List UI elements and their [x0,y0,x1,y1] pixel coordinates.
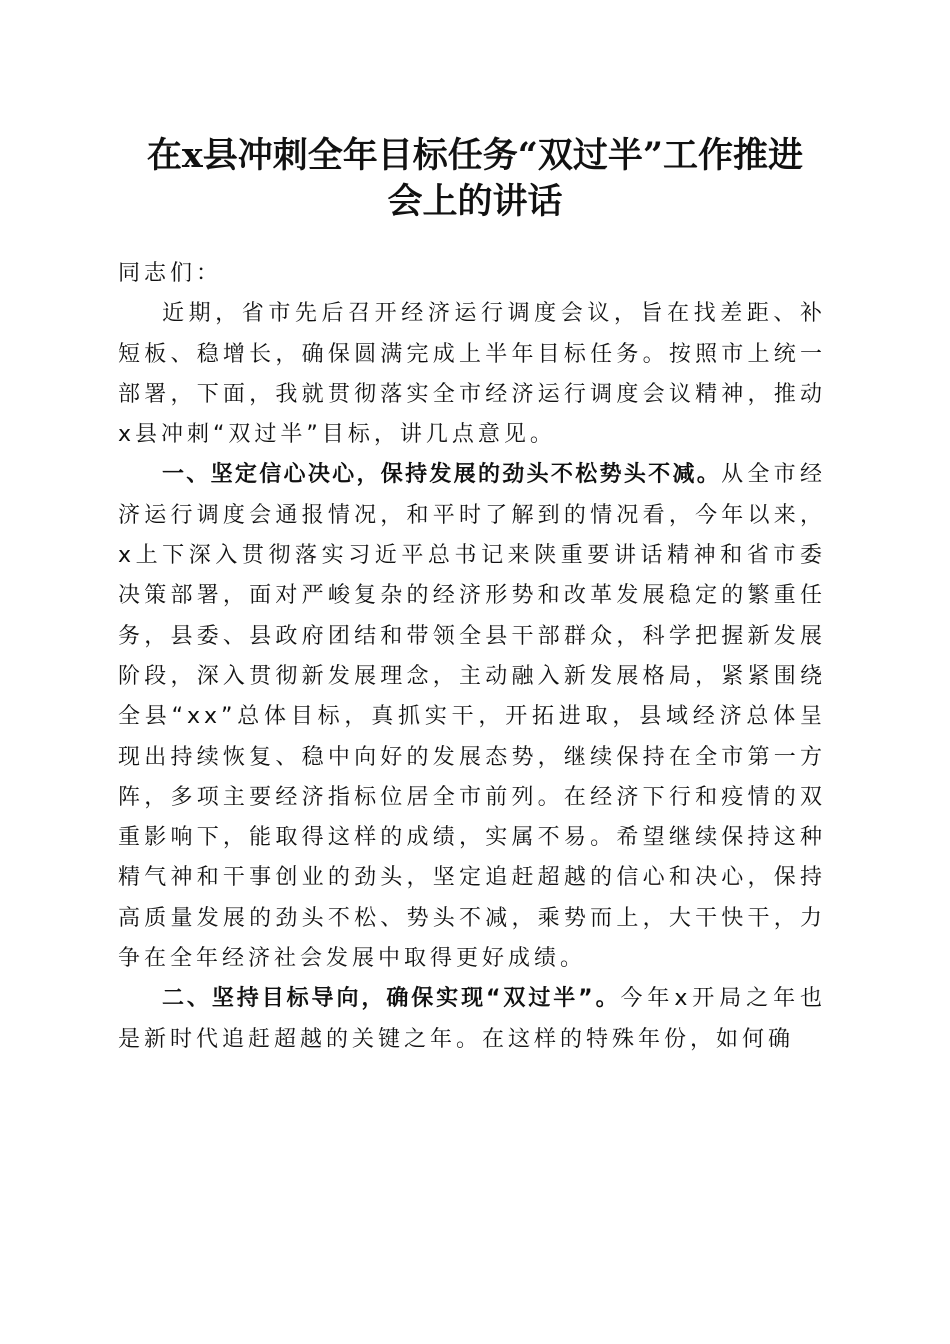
paragraph-text: 近期，省市先后召开经济运行调度会议，旨在找差距、补短板、稳增长，确保圆满完成上半年目标任务。按照市上统一部署，下面，我就贯彻落实全市经济运行调度会议精神，推动x县冲刺“双过半”目标，讲几点意见。 [118,301,826,448]
section-heading: 二、坚持目标导向，确保实现“双过半”。 [162,986,621,1012]
paragraph-intro [118,294,826,455]
paragraph-text: 从全市经济运行调度会通报情况，和平时了解到的情况看，今年以来，x上下深入贯彻落实习近平总书记来陕重要讲话精神和省市委决策部署，面对严峻复杂的经济形势和改革发展稳定的繁重任务，县委、县政府团结和带领全县干部群众，科学把握新发展阶段，深入贯彻新发展理念，主动融入新发展格局，紧紧围绕全县“xx”总体目标，真抓实干，开拓进取，县域经济总体呈现出持续恢复、稳中向好的发展态势，继续保持在全市第一方阵，多项主要经济指标位居全市前列。在经济下行和疫情的双重影响下，能取得这样的成绩，实属不易。希望继续保持这种精气神和干事创业的劲头，坚定追赶超越的信心和决心，保持高质量发展的劲头不松、势头不减，乘势而上，大干快干，力争在全年经济社会发展中取得更好成绩。 [118,462,826,972]
paragraph-text: 今年x开局之年也是新时代追赶超越的关键之年。在这样的特殊年份，如何确 [118,986,826,1052]
title-line-1: 在x县冲刺全年目标任务“双过半”工作推进 [146,135,804,176]
section-heading: 一、坚定信心决心，保持发展的劲头不松势头不减。 [162,462,722,488]
paragraph-section-1 [118,455,826,979]
document-body [118,254,826,1060]
salutation: 同志们： [118,261,223,286]
document-title [100,133,850,225]
title-line-2: 会上的讲话 [387,181,563,222]
paragraph-section-2 [118,979,826,1060]
